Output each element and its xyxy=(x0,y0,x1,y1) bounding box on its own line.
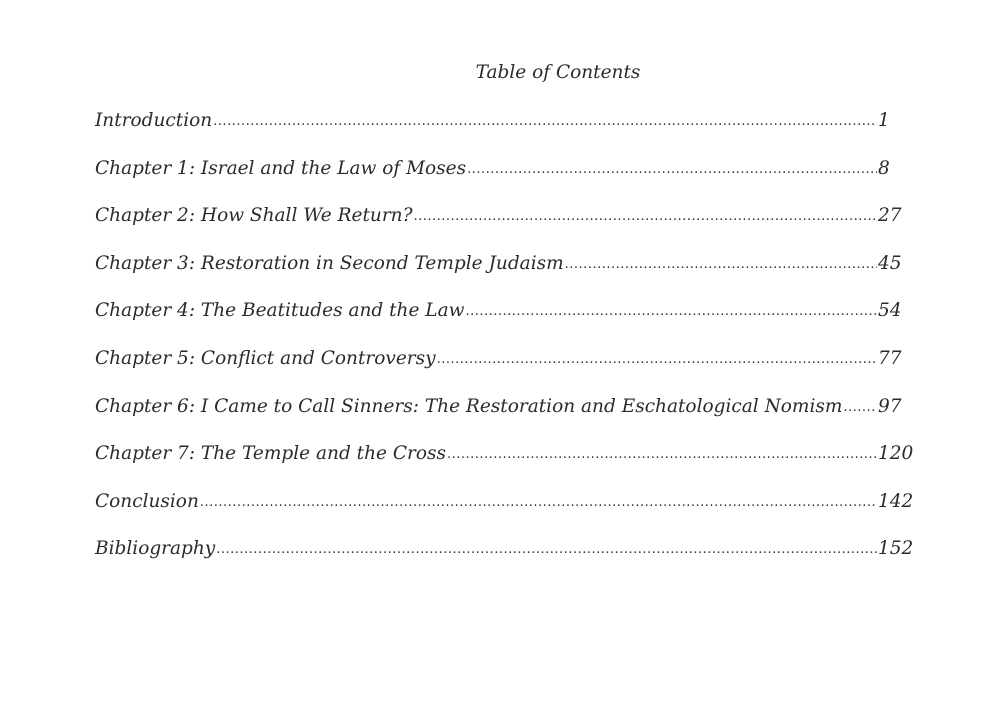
dot-leader xyxy=(437,347,877,373)
toc-entry-label: Chapter 5: Conflict and Controversy xyxy=(95,347,436,369)
toc-entry-label: Chapter 3: Restoration in Second Temple Judaism xyxy=(95,252,564,274)
toc-entry-chapter-4[interactable] xyxy=(95,298,910,346)
toc-entry-conclusion[interactable] xyxy=(95,489,914,537)
toc-entry-page-number: 77 xyxy=(878,347,902,369)
dot-leader xyxy=(213,109,877,135)
toc-entry-page-number: 97 xyxy=(878,395,902,417)
toc-entry-chapter-5[interactable] xyxy=(95,346,910,394)
toc-entry-label: Chapter 6: I Came to Call Sinners: The Restoration and Eschatological Nomism xyxy=(95,395,843,417)
toc-entry-chapter-6[interactable] xyxy=(95,394,910,442)
toc-entry-introduction[interactable] xyxy=(95,108,910,156)
toc-entry-chapter-1[interactable] xyxy=(95,156,910,204)
dot-leader xyxy=(465,299,877,325)
toc-list xyxy=(95,108,914,584)
dot-leader xyxy=(843,395,877,421)
toc-entry-label: Chapter 1: Israel and the Law of Moses xyxy=(95,157,467,179)
toc-entry-label: Conclusion xyxy=(95,490,199,512)
toc-entry-label: Chapter 4: The Beatitudes and the Law xyxy=(95,300,465,322)
toc-entry-label: Chapter 7: The Temple and the Cross xyxy=(95,443,446,465)
toc-entry-label: Chapter 2: How Shall We Return? xyxy=(95,205,413,227)
toc-entry-chapter-2[interactable] xyxy=(95,203,910,251)
dot-leader xyxy=(200,490,877,516)
dot-leader xyxy=(414,204,878,230)
toc-entry-bibliography[interactable] xyxy=(95,536,914,584)
toc-entry-page-number: 142 xyxy=(878,490,914,512)
toc-entry-page-number: 27 xyxy=(878,205,902,227)
toc-entry-label: Introduction xyxy=(95,110,213,131)
dot-leader xyxy=(565,252,877,278)
dot-leader xyxy=(447,442,877,468)
toc-entry-page-number: 8 xyxy=(878,157,890,179)
toc-entry-chapter-3[interactable] xyxy=(95,251,910,299)
toc-entry-chapter-7[interactable] xyxy=(95,441,914,489)
dot-leader xyxy=(467,157,877,183)
toc-entry-label: Bibliography xyxy=(95,538,216,560)
dot-leader xyxy=(216,537,877,563)
toc-entry-page-number: 54 xyxy=(878,300,902,322)
toc-entry-page-number: 152 xyxy=(878,538,914,560)
toc-entry-page-number: 1 xyxy=(878,110,890,131)
toc-title: Table of Contents xyxy=(475,62,641,83)
toc-entry-page-number: 120 xyxy=(878,443,914,465)
toc-entry-page-number: 45 xyxy=(878,252,902,274)
